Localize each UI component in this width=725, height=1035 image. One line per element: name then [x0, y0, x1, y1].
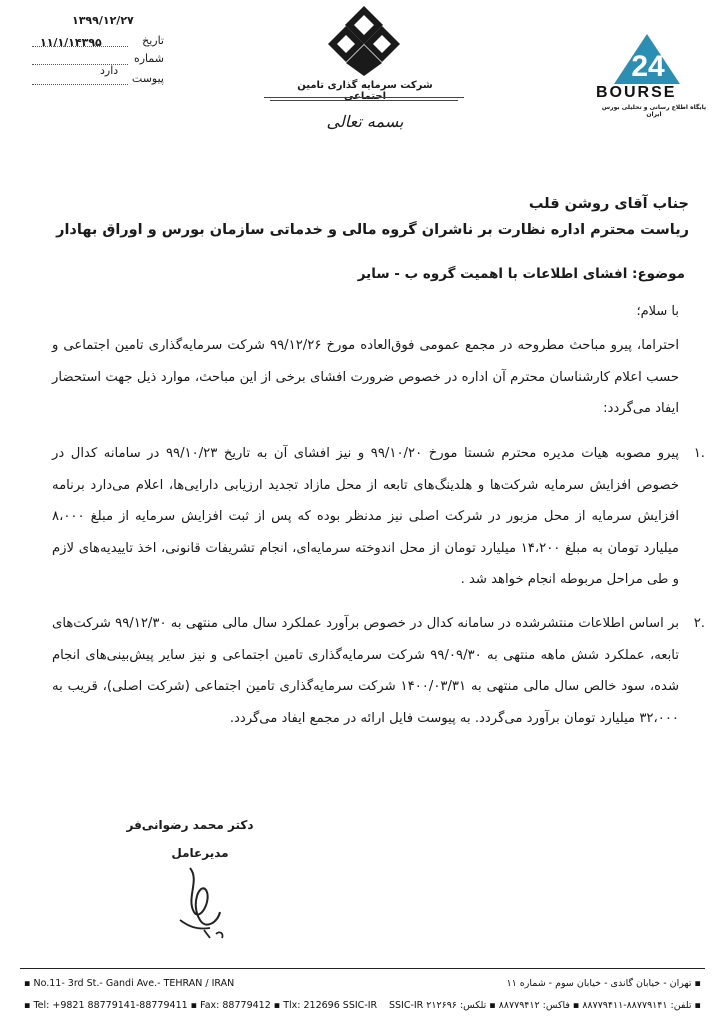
footer-contact-en: ▪ Tel: +9821 88779141-88779411 ▪ Fax: 88779412 ▪ Tlx: 212696 SSIC-IR [24, 1000, 378, 1011]
company-name: شرکت سرمایه گذاری تامین اجتماعی [297, 80, 433, 102]
footer-address-fa-text: تهران - خیابان گاندی - خیابان سوم - شماره ۱۱ [506, 978, 692, 989]
greeting: با سلام؛ [636, 304, 679, 319]
addressee-name: جناب آقای روشن قلب [528, 196, 689, 212]
date-label: تاریخ [142, 34, 164, 47]
addressee-title: ریاست محترم اداره نظارت بر ناشران گروه مالی و خدماتی سازمان بورس و اوراق بهادار [56, 222, 689, 238]
footer-contact-en-text: Tel: +9821 88779141-88779411 ▪ Fax: 88779412 ▪ Tlx: 212696 SSIC-IR [33, 1000, 378, 1011]
bourse-subtitle: پایگاه اطلاع رسانی و تحلیلی بورس ایران [601, 104, 707, 118]
list-item-text: بر اساس اطلاعات منتشرشده در سامانه کدال در خصوص برآورد عملکرد سال مالی منتهی به ۹۹/۱۲/۳۰ شرکت‌های تابعه، عملکرد شش ماهه منتهی به ۹۹/۰۹/۳۰ شرکت سرمایه‌گذاری تامین اجتماعی و نیز سایر پیش‌بینی‌های انجام شده، سود خالص سال مالی منتهی به ۱۴۰۰/۰۳/۳۱ شرکت سرمایه‌گذاری تامین اجتماعی (شرکت اصلی)، قریب به ۳۲،۰۰۰ میلیارد تومان برآورد می‌گردد. به پیوست فایل ارائه در مجمع ایفاد می‌گردد. [52, 616, 679, 726]
header-rule-2 [270, 100, 458, 101]
footer-address-en-text: No.11- 3rd St.- Gandi Ave.- TEHRAN / IRAN [33, 978, 235, 989]
header-rule [264, 97, 464, 98]
bourse-wordmark: BOURSE [596, 84, 677, 101]
bourse-logo-icon [612, 32, 682, 86]
date-row-label [32, 34, 164, 50]
handwritten-signature [160, 860, 250, 940]
attachment-row [32, 72, 164, 88]
list-item [52, 438, 705, 596]
footer-contact-fa: ▪ تلفن: ۸۸۷۷۹۱۴۱-۸۸۷۷۹۴۱۱ ▪ فاکس: ۸۸۷۷۹۴۱۲ ▪ تلکس: SSIC-IR ۲۱۲۶۹۶ [388, 1000, 701, 1011]
list-item-text: پیرو مصوبه هیات مدیره محترم شستا مورخ ۹۹/۱۰/۲۰ و نیز افشای آن به تاریخ ۹۹/۱۰/۲۳ در سامانه کدال در خصوص افزایش سرمایه شرکت‌ها و هلدینگ‌های تابعه از محل مازاد تجدید ارزیابی دارایی‌ها، اعلام می‌دارد برنامه افزایش سرمایه از محل مزبور در شرکت اصلی نیز مدنظر بوده که پس از ثبت افزایش سرمایه از مبلغ ۸،۰۰۰ میلیارد تومان به مبلغ ۱۴،۲۰۰ میلیارد تومان از محل اندوخته سرمایه‌ای، انجام تشریفات قانونی، اخذ تاییدیه‌های لازم و طی مراحل مربوطه انجام خواهد شد . [52, 446, 679, 587]
intro-paragraph: احتراما، پیرو مباحث مطروحه در مجمع عمومی فوق‌العاده مورخ ۹۹/۱۲/۲۶ شرکت سرمایه‌گذاری تامین اجتماعی و حسب اعلام کارشناسان محترم آن اداره در خصوص ضرورت افشای برخی از این مباحث، موارد ذیل جهت استحضار ایفاد می‌گردد: [52, 338, 680, 416]
list-item-number: .۲ [693, 616, 705, 631]
signatory-title: مدیرعامل [171, 846, 229, 860]
footer-contact-fa-text: تلفن: ۸۸۷۷۹۱۴۱-۸۸۷۷۹۴۱۱ ▪ فاکس: ۸۸۷۷۹۴۱۲ ▪ تلکس: SSIC-IR ۲۱۲۶۹۶ [388, 1000, 692, 1011]
bismillah: بسمه تعالی [326, 112, 404, 131]
signatory-name: دکتر محمد رضوانی‌فر [126, 818, 254, 832]
company-logo [327, 6, 401, 76]
date-row [32, 14, 164, 30]
footer-address-fa: ▪ تهران - خیابان گاندی - خیابان سوم - شماره ۱۱ [506, 978, 701, 989]
footer-divider [20, 968, 705, 969]
list-item-number: .۱ [693, 446, 705, 461]
attachment-label: پیوست [131, 72, 164, 85]
date-value: ۱۳۹۹/۱۲/۲۷ [72, 14, 134, 27]
list-item [52, 608, 705, 734]
footer-address-en: ▪ No.11- 3rd St.- Gandi Ave.- TEHRAN / IRAN [24, 978, 235, 989]
letter-subject: موضوع: افشای اطلاعات با اهمیت گروه ب - سایر [357, 266, 685, 282]
attachment-value: دارد [100, 64, 119, 77]
svg-text:24: 24 [631, 50, 665, 83]
number-label: شماره [133, 52, 164, 65]
number-value: ۱۱/۱/۱۴۳۹۵ [40, 36, 102, 49]
